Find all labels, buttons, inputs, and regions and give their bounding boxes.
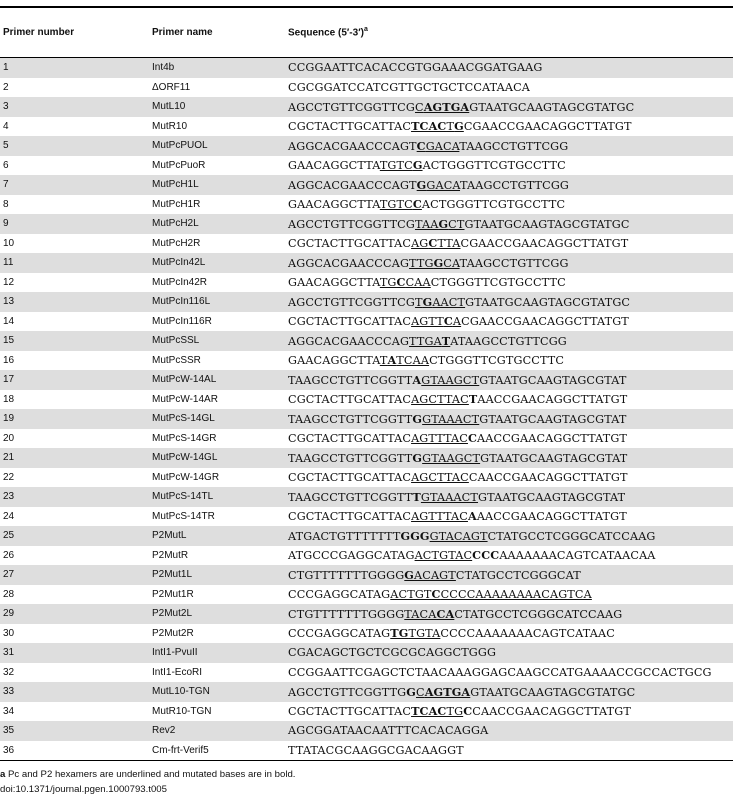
- sequence-segment: G: [454, 119, 464, 134]
- footnote: [0, 767, 295, 782]
- table-bottom-rule: [0, 760, 733, 761]
- sequence-segment: CA: [443, 256, 460, 270]
- primer-number-cell: 20: [3, 432, 15, 444]
- sequence-cell: [286, 275, 733, 289]
- primer-name-cell: MutPcPuoR: [152, 159, 206, 171]
- sequence-cell: [286, 607, 733, 621]
- primer-name-cell: MutPcS-14TR: [152, 510, 215, 522]
- primer-number-cell: 33: [3, 686, 15, 698]
- primer-number-cell: 35: [3, 725, 15, 737]
- header-sequence-label: Sequence (5′-3′): [288, 27, 364, 39]
- sequence-segment: GAACAGGCTTA: [288, 354, 380, 368]
- sequence-segment: CGCTACTTGCATTAC: [288, 470, 412, 484]
- primer-name-cell: MutPcSSL: [152, 335, 200, 347]
- sequence-segment: CTGGGTTCGTGCCTTC: [429, 354, 565, 368]
- sequence-segment: CGCTACTTGCATTAC: [288, 705, 412, 719]
- primer-name-cell: MutPcW-14GL: [152, 452, 218, 464]
- primer-name-cell: MutPcH1L: [152, 179, 199, 191]
- sequence-cell: [286, 744, 733, 757]
- sequence-segment: CGCTACTTGCATTAC: [288, 315, 412, 329]
- primer-name-cell: P2Mut1L: [152, 569, 193, 581]
- sequence-segment: AACCGAACAGGCTTATGT: [477, 432, 628, 446]
- primer-number-cell: 32: [3, 666, 15, 678]
- sequence-segment: C: [396, 275, 406, 290]
- sequence-segment: ACTGT: [390, 588, 432, 602]
- sequence-segment: TCAC: [411, 704, 447, 719]
- sequence-segment: G: [412, 450, 423, 465]
- table-row: [0, 234, 733, 254]
- primer-number-cell: 8: [3, 198, 9, 210]
- sequence-segment: G: [412, 411, 423, 426]
- sequence-segment: CCGGAATTCGAGCTCTAACAAAGGAGCAAGCCATGAAAACCGCCACTGCG: [288, 665, 712, 679]
- table-row: [0, 741, 733, 761]
- sequence-segment: TAAGCCTGTTCGG: [460, 178, 570, 192]
- table-row: [0, 370, 733, 390]
- sequence-segment: TGTC: [379, 198, 413, 212]
- table-row: [0, 175, 733, 195]
- sequence-segment: AACCGAACAGGCTTATGT: [477, 393, 628, 407]
- sequence-cell: [286, 646, 733, 659]
- sequence-segment: GTAATGCAAGTAGCGTAT: [479, 373, 627, 387]
- sequence-cell: [286, 295, 733, 309]
- primer-number-cell: 23: [3, 491, 15, 503]
- sequence-segment: ATGACTGTTTTTTT: [288, 529, 401, 543]
- sequence-segment: C: [412, 197, 422, 212]
- sequence-segment: CGCGGATCCATCGTTGCTGCTCCATAACA: [288, 80, 531, 94]
- sequence-segment: ACAGT: [414, 568, 456, 582]
- sequence-segment: GTAATGCAAGTAGCGTAT: [479, 412, 627, 426]
- sequence-cell: [286, 197, 733, 211]
- primer-name-cell: ΔORF11: [152, 81, 191, 93]
- primer-number-cell: 29: [3, 608, 15, 620]
- sequence-segment: AACT: [432, 295, 466, 309]
- primer-number-cell: 11: [3, 257, 14, 269]
- table-row: [0, 312, 733, 332]
- sequence-cell: [286, 158, 733, 172]
- primer-number-cell: 26: [3, 549, 15, 561]
- primer-number-cell: 3: [3, 101, 9, 113]
- sequence-segment: TAAGCCTGTTCGGTT: [288, 451, 413, 465]
- primer-name-cell: Rev2: [152, 725, 176, 737]
- table-row: [0, 526, 733, 546]
- sequence-segment: T: [468, 392, 478, 407]
- header-sequence: [286, 26, 733, 38]
- sequence-segment: TG: [446, 705, 464, 719]
- sequence-segment: TACA: [404, 607, 437, 621]
- sequence-segment: AG: [411, 237, 429, 251]
- sequence-cell: [286, 685, 733, 699]
- primer-name-cell: MutL10-TGN: [152, 686, 210, 698]
- sequence-segment: AGTGA: [423, 99, 470, 114]
- table-row: [0, 565, 733, 585]
- sequence-segment: G: [433, 255, 444, 270]
- primer-number-cell: 9: [3, 218, 9, 230]
- table-row: [0, 546, 733, 566]
- sequence-segment: GTAATGCAAGTAGCGTATGC: [470, 685, 636, 699]
- primer-number-cell: 17: [3, 374, 15, 386]
- header-sequence-footnote-mark: a: [363, 26, 368, 34]
- table-footer: [0, 767, 295, 797]
- sequence-cell: [286, 217, 733, 231]
- sequence-segment: AGGCACGAACCCAGT: [288, 139, 417, 153]
- sequence-segment: CGACAGCTGCTCGCGCAGGCTGGG: [288, 646, 497, 660]
- primer-number-cell: 14: [3, 315, 15, 327]
- table-row: [0, 721, 733, 741]
- sequence-cell: [286, 314, 733, 328]
- sequence-segment: CGCTACTTGCATTAC: [288, 393, 412, 407]
- primer-table: [0, 6, 733, 761]
- primer-name-cell: MutL10: [152, 101, 186, 113]
- primer-name-cell: MutPcIn116L: [152, 296, 211, 308]
- table-body: [0, 58, 733, 760]
- sequence-segment: A: [412, 372, 422, 387]
- primer-number-cell: 31: [3, 647, 15, 659]
- sequence-segment: ATGCCCGAGGCATAG: [288, 549, 415, 563]
- sequence-segment: TCAA: [396, 354, 430, 368]
- primer-number-cell: 13: [3, 296, 15, 308]
- sequence-segment: AGTGA: [424, 684, 471, 699]
- sequence-segment: CTGGGTTCGTGCCTTC: [430, 276, 566, 290]
- sequence-segment: GTAATGCAAGTAGCGTATGC: [465, 295, 631, 309]
- sequence-segment: CTGTTTTTTTGGGG: [288, 607, 405, 621]
- sequence-segment: TTATACGCAAGGCGACAAGGT: [288, 743, 464, 757]
- sequence-segment: T: [412, 489, 421, 504]
- sequence-cell: [286, 509, 733, 523]
- sequence-segment: TTA: [437, 237, 461, 251]
- sequence-cell: [286, 666, 733, 679]
- sequence-cell: [286, 568, 733, 582]
- primer-name-cell: MutPcS-14GR: [152, 432, 217, 444]
- sequence-segment: C: [463, 704, 473, 719]
- sequence-segment: TG: [390, 626, 409, 641]
- sequence-segment: TTGA: [409, 334, 442, 348]
- primer-name-cell: MutPcH2R: [152, 237, 201, 249]
- sequence-segment: GTAATGCAAGTAGCGTATGC: [469, 100, 635, 114]
- table-row: [0, 97, 733, 117]
- sequence-segment: CTATGCCTCGGGCATCCAAG: [487, 529, 656, 543]
- sequence-segment: C: [431, 587, 441, 602]
- primer-number-cell: 30: [3, 627, 15, 639]
- sequence-segment: AGTTTAC: [411, 510, 468, 524]
- sequence-segment: ACTGTAC: [414, 549, 473, 563]
- primer-number-cell: 4: [3, 120, 9, 132]
- sequence-cell: [286, 119, 733, 133]
- table-row: [0, 448, 733, 468]
- sequence-segment: C: [414, 100, 424, 114]
- sequence-cell: [286, 587, 733, 601]
- primer-number-cell: 7: [3, 179, 9, 191]
- primer-number-cell: 2: [3, 81, 9, 93]
- table-row: [0, 604, 733, 624]
- sequence-cell: [286, 353, 733, 367]
- sequence-segment: T: [441, 333, 451, 348]
- sequence-cell: [286, 548, 733, 562]
- sequence-segment: GAACAGGCTTA: [288, 198, 380, 212]
- primer-name-cell: MutPcW-14GR: [152, 471, 220, 483]
- primer-number-cell: 12: [3, 276, 15, 288]
- sequence-segment: CGCTACTTGCATTAC: [288, 510, 412, 524]
- primer-name-cell: MutPcW-14AR: [152, 393, 218, 405]
- primer-number-cell: 22: [3, 471, 15, 483]
- primer-name-cell: IntI1-EcoRI: [152, 666, 203, 678]
- sequence-segment: ATAAGCCTGTTCGG: [450, 334, 567, 348]
- footnote-mark: a: [0, 769, 6, 780]
- sequence-segment: C: [416, 138, 426, 153]
- sequence-segment: CA: [436, 606, 455, 621]
- sequence-cell: [286, 100, 733, 114]
- primer-number-cell: 36: [3, 744, 15, 756]
- sequence-segment: A: [452, 315, 462, 329]
- sequence-segment: TTG: [409, 256, 434, 270]
- sequence-segment: CGAACCGAACAGGCTTATGT: [463, 120, 632, 134]
- sequence-segment: AGCTTAC: [411, 470, 469, 484]
- sequence-segment: GTAAGCT: [421, 373, 480, 387]
- table-row: [0, 253, 733, 273]
- sequence-segment: G: [404, 567, 415, 582]
- sequence-segment: CCC: [472, 548, 500, 563]
- primer-name-cell: MutPcSSR: [152, 354, 201, 366]
- sequence-cell: [286, 704, 733, 718]
- primer-number-cell: 5: [3, 140, 9, 152]
- primer-name-cell: MutR10: [152, 120, 188, 132]
- primer-name-cell: P2Mut2R: [152, 627, 194, 639]
- sequence-segment: AGCTTAC: [411, 393, 469, 407]
- sequence-segment: T: [446, 120, 455, 134]
- sequence-segment: CGCTACTTGCATTAC: [288, 237, 412, 251]
- sequence-segment: TAAGCCTGTTCGG: [459, 256, 569, 270]
- sequence-cell: [286, 412, 733, 426]
- sequence-segment: TAAGCCTGTTCGGTT: [288, 373, 413, 387]
- sequence-segment: CT: [448, 217, 465, 231]
- primer-number-cell: 6: [3, 159, 9, 171]
- sequence-segment: TAAGCCTGTTCGG: [459, 139, 569, 153]
- sequence-segment: AGCCTGTTCGGTTCG: [288, 295, 415, 309]
- table-row: [0, 292, 733, 312]
- primer-name-cell: MutPcH1R: [152, 198, 201, 210]
- sequence-segment: G: [412, 158, 423, 173]
- sequence-segment: CCCCAAAAAAAACAGTCA: [440, 588, 592, 602]
- sequence-segment: C: [443, 314, 453, 329]
- primer-name-cell: MutPcH2L: [152, 218, 199, 230]
- primer-name-cell: MutPcW-14AL: [152, 374, 217, 386]
- sequence-segment: CCGGAATTCACACCGTGGAAACGGATGAAG: [288, 61, 543, 75]
- primer-number-cell: 21: [3, 452, 15, 464]
- table-row: [0, 624, 733, 644]
- primer-name-cell: MutPcIn42L: [152, 257, 206, 269]
- table-row: [0, 507, 733, 527]
- primer-number-cell: 27: [3, 569, 15, 581]
- sequence-cell: [286, 256, 733, 270]
- sequence-segment: CTATGCCTCGGGCATCCAAG: [454, 607, 623, 621]
- table-row: [0, 409, 733, 429]
- sequence-segment: T: [414, 295, 423, 309]
- table-row: [0, 682, 733, 702]
- sequence-cell: [286, 490, 733, 504]
- sequence-segment: A: [387, 353, 397, 368]
- sequence-segment: G: [416, 177, 427, 192]
- sequence-segment: G: [422, 294, 433, 309]
- sequence-segment: AGTTTAC: [411, 432, 468, 446]
- table-row: [0, 429, 733, 449]
- primer-name-cell: P2Mut2L: [152, 608, 193, 620]
- table-row: [0, 117, 733, 137]
- sequence-segment: C: [416, 685, 425, 699]
- sequence-segment: T: [379, 354, 388, 368]
- sequence-segment: AACCGAACAGGCTTATGT: [476, 510, 627, 524]
- sequence-segment: CAA: [405, 276, 431, 290]
- table-row: [0, 487, 733, 507]
- sequence-segment: CGCTACTTGCATTAC: [288, 120, 412, 134]
- table-row: [0, 702, 733, 722]
- sequence-segment: GACA: [426, 178, 461, 192]
- table-row: [0, 136, 733, 156]
- sequence-segment: TAAGCCTGTTCGGTT: [288, 412, 413, 426]
- sequence-segment: CTATGCCTCGGGCAT: [455, 568, 581, 582]
- sequence-segment: TG: [379, 276, 397, 290]
- primer-number-cell: 18: [3, 393, 15, 405]
- primer-number-cell: 19: [3, 413, 15, 425]
- table-row: [0, 273, 733, 293]
- sequence-cell: [286, 471, 733, 484]
- primer-name-cell: MutPcPUOL: [152, 140, 208, 152]
- sequence-cell: [286, 334, 733, 348]
- table-row: [0, 585, 733, 605]
- sequence-segment: CCCGAGGCATAG: [288, 588, 391, 602]
- header-primer-number: Primer number: [3, 27, 75, 38]
- sequence-segment: C: [428, 236, 438, 251]
- table-row: [0, 78, 733, 98]
- doi-text: doi:10.1371/journal.pgen.1000793.t005: [0, 784, 167, 795]
- table-row: [0, 351, 733, 371]
- sequence-cell: [286, 451, 733, 465]
- primer-name-cell: Cm-frt-Verif5: [152, 744, 209, 756]
- sequence-segment: GTAATGCAAGTAGCGTAT: [480, 451, 628, 465]
- sequence-segment: CTGTTTTTTTGGGG: [288, 568, 405, 582]
- primer-name-cell: MutPcS-14GL: [152, 413, 215, 425]
- table-row: [0, 390, 733, 410]
- sequence-cell: [286, 392, 733, 406]
- sequence-cell: [286, 373, 733, 387]
- primer-number-cell: 34: [3, 705, 15, 717]
- sequence-segment: CGCTACTTGCATTAC: [288, 432, 412, 446]
- sequence-segment: GGG: [400, 528, 430, 543]
- sequence-cell: [286, 236, 733, 250]
- sequence-segment: TCAC: [411, 119, 447, 134]
- table-row: [0, 156, 733, 176]
- sequence-segment: CGAACCGAACAGGCTTATGT: [460, 237, 629, 251]
- sequence-segment: GTAAACT: [420, 490, 479, 504]
- sequence-segment: AGCCTGTTCGGTTCG: [288, 217, 415, 231]
- primer-number-cell: 1: [3, 62, 9, 74]
- sequence-segment: C: [467, 431, 478, 446]
- sequence-cell: [286, 81, 733, 94]
- sequence-segment: AAAAAAACAGTCATAACAA: [499, 549, 656, 563]
- header-primer-name: Primer name: [152, 27, 213, 38]
- table-header-row: [0, 8, 733, 58]
- sequence-segment: AGTT: [411, 315, 444, 329]
- sequence-cell: [286, 724, 733, 737]
- sequence-cell: [286, 178, 733, 192]
- primer-name-cell: IntI1-PvuII: [152, 647, 198, 659]
- primer-name-cell: MutPcIn42R: [152, 276, 208, 288]
- sequence-segment: AGGCACGAACCCAG: [288, 256, 410, 270]
- sequence-segment: A: [467, 509, 477, 524]
- primer-name-cell: P2Mut1R: [152, 588, 194, 600]
- sequence-cell: [286, 431, 733, 445]
- sequence-segment: AGCGGATAACAATTTCACACAGGA: [288, 724, 489, 738]
- sequence-cell: [286, 626, 733, 640]
- table-row: [0, 195, 733, 215]
- sequence-segment: AGCCTGTTCGGTTCG: [288, 100, 415, 114]
- table-row: [0, 331, 733, 351]
- primer-name-cell: Int4b: [152, 62, 175, 74]
- sequence-segment: CCCCAAAAAAACAGTCATAAC: [440, 627, 615, 641]
- sequence-segment: AGGCACGAACCCAG: [288, 334, 410, 348]
- sequence-segment: AGGCACGAACCCAGT: [288, 178, 417, 192]
- sequence-segment: G: [406, 684, 416, 699]
- primer-number-cell: 25: [3, 530, 15, 542]
- sequence-segment: CAACCGAACAGGCTTATGT: [472, 705, 631, 719]
- table-row: [0, 468, 733, 488]
- sequence-segment: GAACAGGCTTA: [288, 276, 380, 290]
- sequence-segment: CGAACCGAACAGGCTTATGT: [461, 315, 629, 329]
- primer-number-cell: 16: [3, 354, 15, 366]
- sequence-cell: [286, 529, 733, 543]
- sequence-segment: GTAAACT: [422, 412, 480, 426]
- sequence-segment: GACA: [425, 139, 460, 153]
- sequence-segment: GTAATGCAAGTAGCGTATGC: [464, 217, 630, 231]
- sequence-cell: [286, 61, 733, 74]
- sequence-segment: CAACCGAACAGGCTTATGT: [468, 470, 628, 484]
- primer-name-cell: MutPcIn116R: [152, 315, 212, 327]
- sequence-segment: TGTC: [379, 159, 413, 173]
- sequence-segment: GAACAGGCTTA: [288, 159, 380, 173]
- primer-number-cell: 10: [3, 237, 15, 249]
- sequence-segment: CCCGAGGCATAG: [288, 627, 391, 641]
- primer-name-cell: P2MutR: [152, 549, 189, 561]
- primer-name-cell: MutR10-TGN: [152, 705, 212, 717]
- footnote-text: Pc and P2 hexamers are underlined and mutated bases are in bold.: [8, 769, 296, 780]
- sequence-segment: ACTGGGTTCGTGCCTTC: [422, 159, 566, 173]
- sequence-segment: TGTA: [408, 627, 441, 641]
- sequence-segment: ACTGGGTTCGTGCCTTC: [421, 198, 566, 212]
- primer-name-cell: MutPcS-14TL: [152, 491, 214, 503]
- primer-name-cell: P2MutL: [152, 530, 187, 542]
- sequence-segment: GTAAGCT: [422, 451, 481, 465]
- sequence-segment: G: [438, 216, 449, 231]
- sequence-segment: TAA: [414, 217, 439, 231]
- sequence-segment: GTACAGT: [429, 529, 488, 543]
- primer-number-cell: 15: [3, 335, 15, 347]
- table-row: [0, 58, 733, 78]
- table-row: [0, 643, 733, 663]
- sequence-cell: [286, 139, 733, 153]
- primer-number-cell: 24: [3, 510, 15, 522]
- primer-number-cell: 28: [3, 588, 15, 600]
- table-row: [0, 663, 733, 683]
- sequence-segment: GTAATGCAAGTAGCGTAT: [478, 490, 626, 504]
- sequence-segment: TAAGCCTGTTCGGTT: [288, 490, 413, 504]
- table-row: [0, 214, 733, 234]
- sequence-segment: AGCCTGTTCGGTTG: [288, 685, 407, 699]
